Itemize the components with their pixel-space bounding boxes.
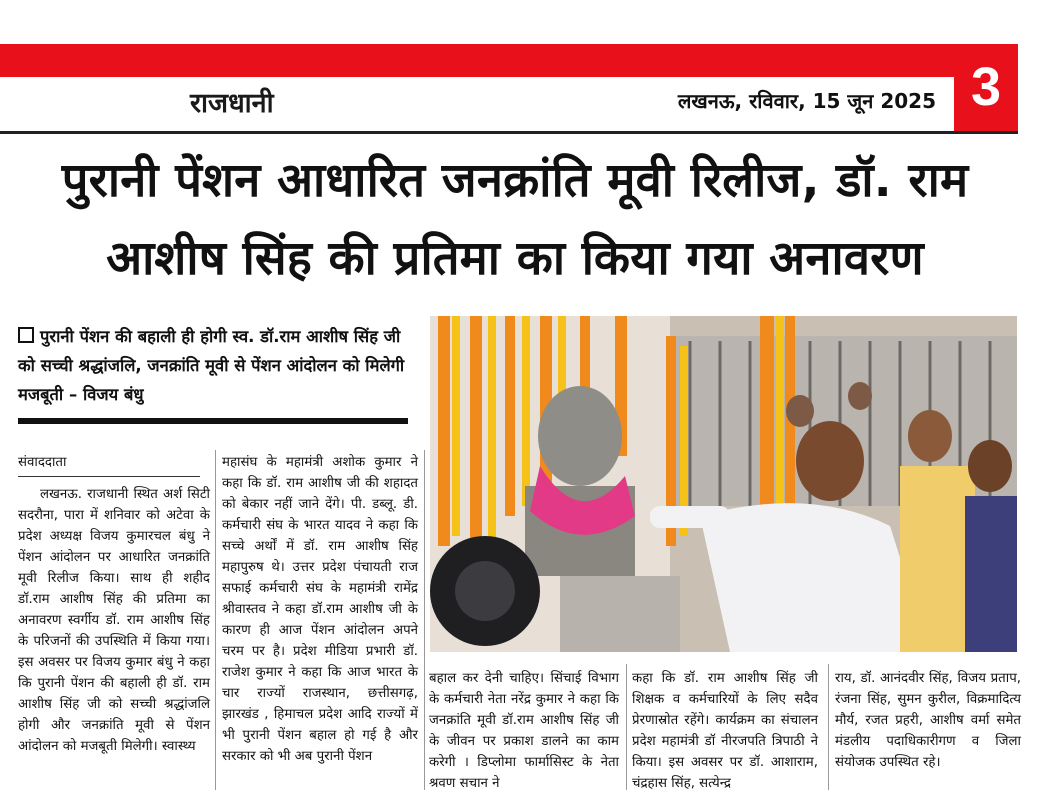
column-divider (828, 664, 829, 790)
page-header (0, 77, 1018, 129)
byline-rule (18, 476, 200, 477)
event-photo (430, 316, 1017, 652)
dateline: लखनऊ, रविवार, 15 जून 2025 (677, 89, 936, 113)
photo-illustration (430, 316, 1017, 652)
article-column-1: लखनऊ. राजधानी स्थित अर्श सिटी सदरौना, पारा में शनिवार को अटेवा के प्रदेश अध्यक्ष विजय कुमारचल बंधु ने पेंशन आंदोलन पर आधारित जनक्रांति मूवी रिलीज किया। साथ ही शहीद डॉ.राम आशीष सिंह की प्रतिमा का अनावरण स्वर्गीय डॉ. राम आशीष सिंह के परिजनों की उपस्थिति में किया गया। इस अवसर पर विजय कुमार बंधु ने कहा कि पुरानी पेंशन की बहाली ही डॉ. राम आशीष सिंह जी को सच्ची श्रद्धांजलि होगी और जनक्रांति मूवी से पेंशन आंदोलन को मजबूती मिलेगी। स्वास्थ्य (18, 487, 210, 754)
headline-line-2: आशीष सिंह की प्रतिमा का किया गया अनावरण (106, 231, 924, 286)
checkbox-bullet-icon (18, 327, 34, 343)
article-column-3: बहाल कर देनी चाहिए। सिंचाई विभाग के कर्मचारी नेता नरेंद्र कुमार ने कहा कि जनक्रांति मूवी डॉ.राम आशीष सिंह जी के जीवन पर प्रकाश डालने का काम करेगी । डिप्लोमा फार्मासिस्ट के नेता श्रवण सचान ने (429, 671, 619, 791)
column-divider (626, 664, 627, 790)
article-column-2: महासंघ के महामंत्री अशोक कुमार ने कहा कि डॉ. राम आशीष जी की शहादत को बेकार नहीं जाने देंगे। पी. डब्लू. डी. कर्मचारी संघ के भारत यादव ने कहा कि सच्चे अर्थों में डॉ. राम आशीष सिंह महापुरुष थे। उत्तर प्रदेश पंचायती राज सफाई कर्मचारी संघ के महामंत्री रामेंद्र श्रीवास्तव ने कहा डॉ.राम आशीष जी के कारण ही आज पेंशन आंदोलन अपने चरम पर है। प्रदेश मीडिया प्रभारी डॉ. राजेश कुमार ने कहा कि आज भारत के चार राज्यों राजस्थान, छत्तीसगढ़, झारखंड , हिमाचल प्रदेश आदि राज्यों में भी पुरानी पेंशन बहाल हो गई है और सरकार को भी अब पुरानी पेंशन (222, 455, 418, 764)
byline: संवाददाता (18, 455, 67, 470)
column-divider (424, 450, 425, 790)
header-rule (0, 131, 1018, 134)
headline (10, 142, 1020, 298)
section-name: राजधानी (190, 88, 274, 119)
article-column-5: राय, डॉ. आनंदवीर सिंह, विजय प्रताप, रंजना सिंह, सुमन कुरील, विक्रमादित्य मौर्य, रजत प्रहरी, आशीष वर्मा समेत मंडलीय पदाधिकारीगण व जिला संयोजक उपस्थित रहे। (835, 671, 1021, 770)
page-number: 3 (954, 44, 1018, 131)
headline-line-1: पुरानी पेंशन आधारित जनक्रांति मूवी रिलीज, डॉ. राम (61, 153, 969, 208)
subheadline-rule (18, 418, 408, 424)
subheadline-box (18, 322, 408, 422)
subheadline: पुरानी पेंशन की बहाली ही होगी स्व. डॉ.राम आशीष सिंह जी को सच्ची श्रद्धांजलि, जनक्रांति मूवी से पेंशन आंदोलन को मिलेगी मजबूती – विजय बंधु (18, 327, 405, 404)
column-divider (215, 450, 216, 790)
article-column-4: कहा कि डॉ. राम आशीष सिंह जी शिक्षक व कर्मचारियों के लिए सदैव प्रेरणास्रोत रहेंगे। कार्यक्रम का संचालन प्रदेश महामंत्री डॉ नीरजपति त्रिपाठी ने किया। इस अवसर पर डॉ. आशाराम, चंद्रहास सिंह, सत्येन्द्र (632, 671, 818, 791)
masthead-red-bar (0, 44, 1018, 77)
